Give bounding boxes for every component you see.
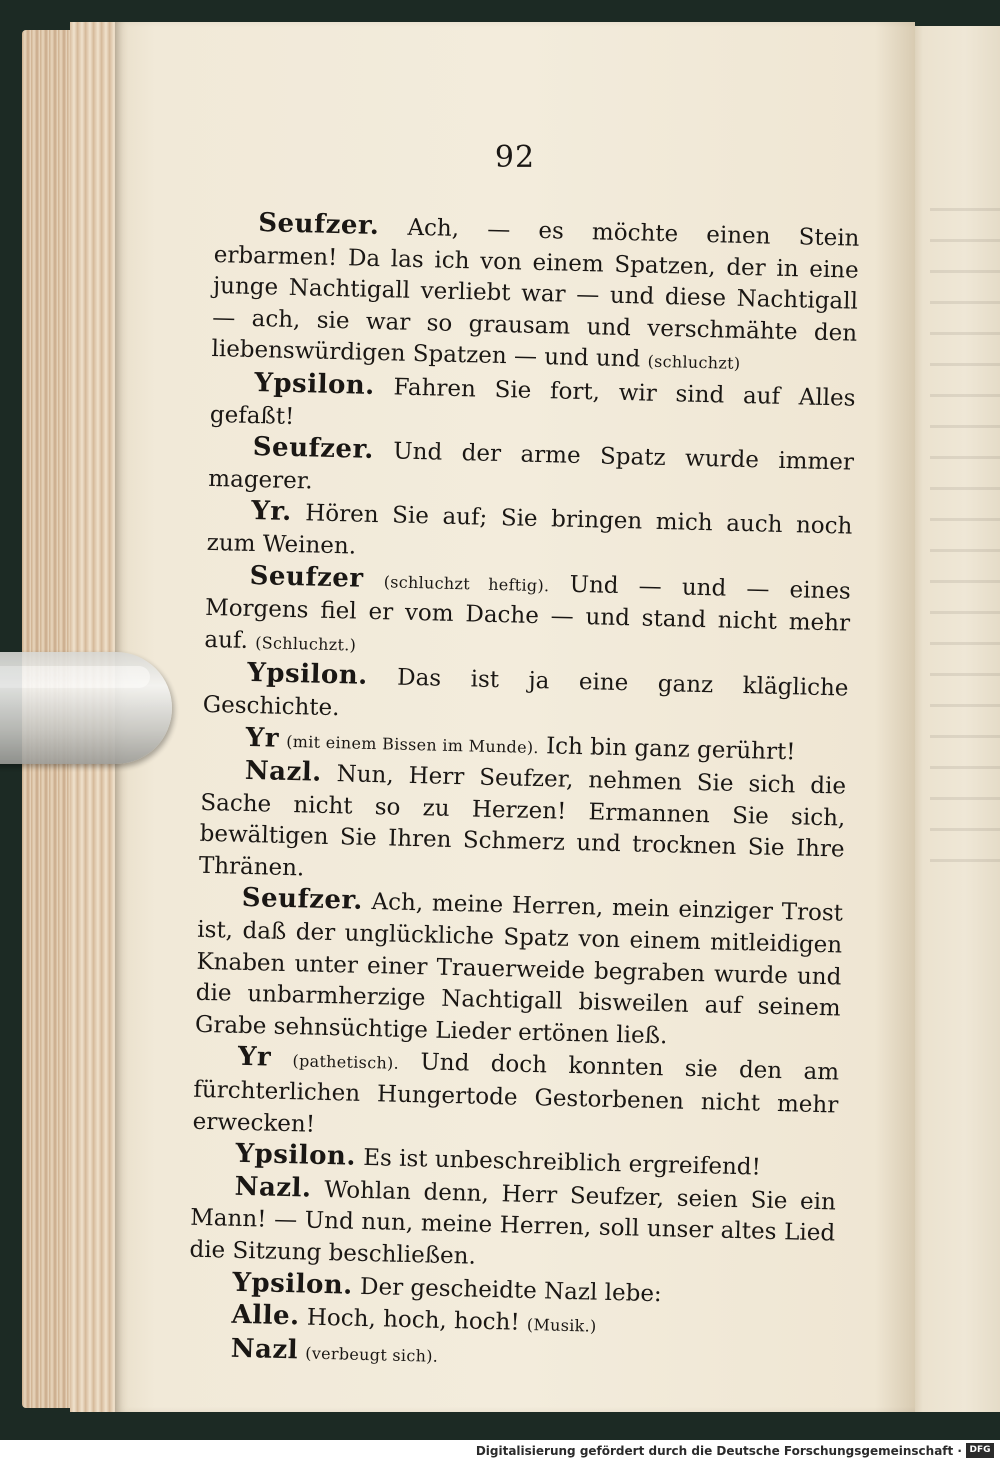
dialogue-text: Nun, Herr Seufzer, nehmen Sie sich die Sache nicht so zu Herzen! Ermannen Sie sich, bewältigen Sie Ihren Schmerz und trocknen Sie Ihre Thränen. [198,760,847,882]
speaker-name: Yr. [250,496,293,528]
speaker-name: Ypsilon. [232,1267,354,1301]
dialogue-text: Hoch, hoch, hoch! [299,1304,528,1337]
dialogue-paragraph [195,882,844,1057]
page-text [187,207,860,1382]
speaker-name: Seufzer. [241,883,364,917]
dialogue-text: Hören Sie auf; Sie bringen mich auch noch zum Weinen. [206,500,853,560]
stage-direction: (Musik.) [526,1315,597,1336]
stage-direction: (schluchzt) [647,351,741,374]
page-clip [0,652,172,764]
dialogue-text: Und doch konnten sie den am fürchterlichen Hungertode Gestorbenen nicht mehr erwecken! [192,1049,840,1138]
dialogue-text: Fahren Sie fort, wir sind auf Alles gefaßt! [209,373,856,430]
dialogue-text: Ach, meine Herren, mein einziger Trost ist, daß der unglückliche Spatz von einem mitleidigen Knaben unter einer Trauerweide begraben wurde und die unbarmherzige Nachtigall bisweilen auf seinem Grabe sehnsüchtige Lieder ertönen ließ. [194,889,844,1050]
speaker-name: Seufzer. [257,208,380,242]
dialogue-paragraph [211,207,860,383]
speaker-name: Nazl. [244,755,323,788]
dialogue-text [271,1046,293,1073]
speaker-name: Nazl [230,1333,299,1366]
dialogue-paragraph [198,755,846,898]
dialogue-text: Wohlan denn, Herr Seufzer, seien Sie ein Mann! — Und nun, meine Herren, soll unser altes Lied die Sitzung beschließen. [189,1176,837,1270]
dialogue-text: Und — und — eines Morgens fiel er vom Dache — und stand nicht mehr auf. [204,570,852,654]
footer-strip [0,1440,1000,1463]
dialogue-text: Das ist ja eine ganz klägliche Geschichte. [202,664,849,722]
speaker-name: Ypsilon. [254,367,376,401]
speaker-name: Nazl. [234,1171,312,1204]
digitization-credit: Digitalisierung gefördert durch die Deutsche Forschungsgemeinschaft · [475,1444,962,1458]
stage-direction: (mit einem Bissen im Munde). [286,731,540,757]
dialogue-paragraph [189,1171,836,1283]
speaker-name: Seufzer. [252,432,375,466]
speaker-name: Yr [237,1042,272,1074]
dialogue-text: Und der arme Spatz wurde immer magerer. [208,438,855,495]
adjacent-page-bleed-through [930,180,1000,880]
speaker-name: Ypsilon. [246,658,369,692]
stage-direction: (schluchzt heftig). [383,571,550,595]
speaker-name: Ypsilon. [235,1139,357,1172]
stage-direction: (pathetisch). [292,1051,400,1074]
dialogue-paragraph [204,559,851,673]
speaker-name: Seufzer [249,560,364,594]
dialogue-text: Ach, — es möchte einen Stein erbarmen! Da las ich von einem Spatzen, der in eine junge Nachtigall verliebt war — und diese Nachtigall — ach, sie war so grausam und verschmähte den liebenswürdigen Spatzen — und und [211,214,860,373]
book-page [115,22,915,1412]
dialogue-text [363,566,384,592]
dialogue-paragraph [192,1041,839,1154]
speaker-name: Alle. [231,1299,301,1332]
stage-direction: (verbeugt sich). [305,1343,439,1366]
stage-direction: (Schluchzt.) [254,632,357,655]
dfg-logo: DFG [966,1443,994,1458]
page-clip-highlight [0,666,150,688]
speaker-name: Yr [245,722,280,754]
dialogue-text: Es ist unbeschreiblich ergreifend! [355,1144,762,1181]
page-number: 92 [494,140,536,175]
dialogue-text: Ich bin ganz gerührt! [538,732,796,765]
dialogue-text: Der gescheidte Nazl lebe: [352,1273,663,1307]
